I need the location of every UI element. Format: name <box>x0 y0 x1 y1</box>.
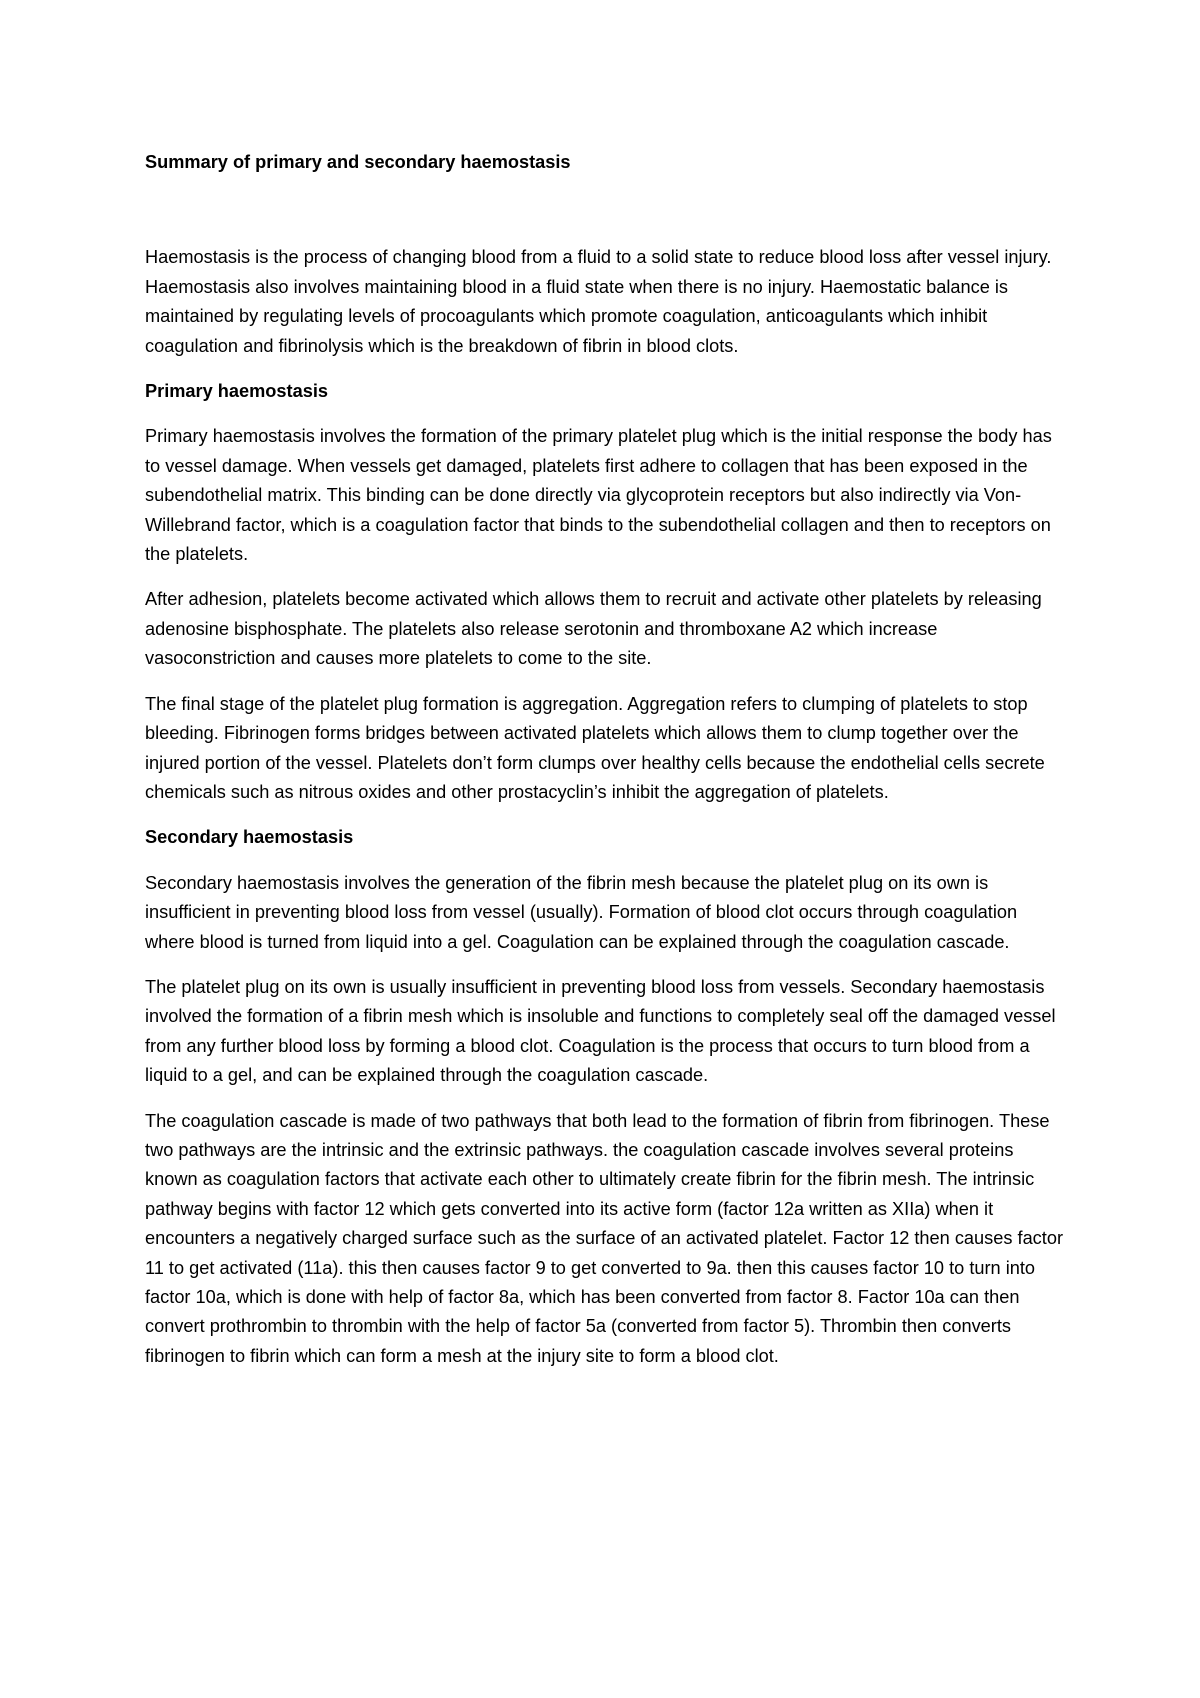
secondary-paragraph-2: The platelet plug on its own is usually insufficient in preventing blood loss from vessels. Secondary haemostasis involved the formation of a fibrin mesh which is insoluble and functions to completely seal off the damaged vessel from any further blood loss by forming a blood clot. Coagulation is the process that occurs to turn blood from a liquid to a gel, and can be explained through the coagulation cascade. <box>145 976 1056 1086</box>
intro-paragraph: Haemostasis is the process of changing blood from a fluid to a solid state to reduce blood loss after vessel injury. Haemostasis also involves maintaining blood in a fluid state when there is no injury. Haemostatic balance is maintained by regulating levels of procoagulants which promote coagulation, anticoagulants which inhibit coagulation and fibrinolysis which is the breakdown of fibrin in blood clots. <box>145 247 1052 356</box>
secondary-paragraph-1: Secondary haemostasis involves the generation of the fibrin mesh because the platelet plug on its own is insufficient in preventing blood loss from vessel (usually). Formation of blood clot occurs through coagulation where blood is turned from liquid into a gel. Coagulation can be explained through the coagulation cascade. <box>145 872 1018 952</box>
document-body <box>145 148 1065 1387</box>
primary-paragraph-3: The final stage of the platelet plug formation is aggregation. Aggregation refers to clumping of platelets to stop bleeding. Fibrinogen forms bridges between activated platelets which allows them to clump together over the injured portion of the vessel. Platelets don’t form clumps over healthy cells because the endothelial cells secrete chemicals such as nitrous oxides and other prostacyclin’s inhibit the aggregation of platelets. <box>145 693 1045 802</box>
secondary-paragraph-3: The coagulation cascade is made of two pathways that both lead to the formation of fibrin from fibrinogen. These two pathways are the intrinsic and the extrinsic pathways. the coagulation cascade involves several proteins known as coagulation factors that activate each other to ultimately create fibrin for the fibrin mesh. The intrinsic pathway begins with factor 12 which gets converted into its active form (factor 12a written as XIIa) when it encounters a negatively charged surface such as the surface of an activated platelet. Factor 12 then causes factor 11 to get activated (11a). this then causes factor 9 to get converted to 9a. then this causes factor 10 to turn into factor 10a, which is done with help of factor 8a, which has been converted from factor 8. Factor 10a can then convert prothrombin to thrombin with the help of factor 5a (converted from factor 5). Thrombin then converts fibrinogen to fibrin which can form a mesh at the injury site to form a blood clot. <box>145 1110 1063 1366</box>
secondary-haemostasis-heading: Secondary haemostasis <box>145 827 354 848</box>
primary-paragraph-1: Primary haemostasis involves the formation of the primary platelet plug which is the initial response the body has to vessel damage. When vessels get damaged, platelets first adhere to collagen that has been exposed in the subendothelial matrix. This binding can be done directly via glycoprotein receptors but also indirectly via Von-Willebrand factor, which is a coagulation factor that binds to the subendothelial collagen and then to receptors on the platelets. <box>145 426 1052 565</box>
primary-paragraph-2: After adhesion, platelets become activated which allows them to recruit and activate other platelets by releasing adenosine bisphosphate. The platelets also release serotonin and thromboxane A2 which increase vasoconstriction and causes more platelets to come to the site. <box>145 589 1042 669</box>
primary-haemostasis-heading: Primary haemostasis <box>145 381 328 402</box>
document-title: Summary of primary and secondary haemostasis <box>145 152 571 172</box>
